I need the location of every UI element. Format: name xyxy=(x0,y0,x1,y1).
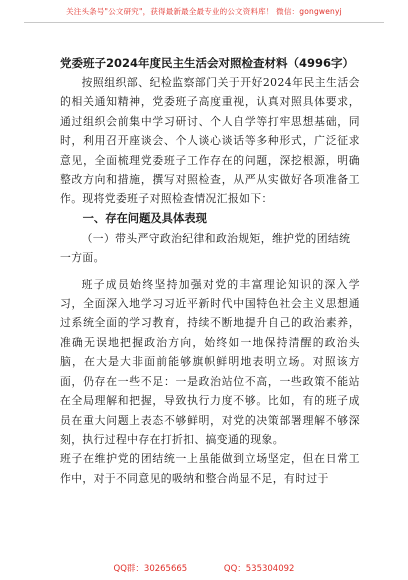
intro-paragraph: 按照组织部、纪检监察部门关于开好2024年民主生活会的相关通知精神，党委班子高度重视，认真对照具体要求，通过组织会前集中学习研讨、个人自学等打牢思想基础，同时，利用召开座谈会、个人谈心谈话等多种形式，广泛征求意见，全面梳理党委班子工作存在的问题，深挖根源，明确整改方向和措施，撰写对照检查，从严从实做好各项准备工作。现将党委班子对照检查情况汇报如下： xyxy=(60,76,360,206)
header-divider xyxy=(24,22,384,23)
document-title: 党委班子2024年度民主生活会对照检查材料（4996字） xyxy=(60,56,355,70)
qq-group-text: QQ群：30265665 xyxy=(113,564,188,574)
document-body xyxy=(60,54,360,488)
body-paragraph: 班子成员始终坚持加强对党的丰富理论知识的深入学习，全面深入地学习习近平新时代中国特色社会主义思想通过系统全面的学习教育，持续不断地提升自己的政治素养，准确无误地把握政治方向，始终如一地保持清醒的政治头脑，在大是大非面前能够旗帜鲜明地表明立场。对照该方面，仍存在一些不足：一是政治站位不高，一些政策不能站在全局理解和把握，导致执行力度不够。比如，有的班子成员在重大问题上表态不够鲜明，对党的决策部署理解不够深刻，执行过程中存在打折扣、搞变通的现象。 xyxy=(60,277,360,446)
promo-banner: 关注头条号"公文研究"，获得最新最全最专业的公文资料库！ 微信：gongwenyj xyxy=(66,7,342,16)
section-heading: 一、存在问题及具体表现 xyxy=(82,211,207,225)
contact-footer xyxy=(0,562,408,574)
qq-contact-text: QQ：535304092 xyxy=(223,564,295,574)
body-paragraph-continued: 班子在维护党的团结统一上虽能做到立场坚定，但在日常工作中，对于不同意见的吸纳和整合尚显不足，有时过于 xyxy=(60,452,360,485)
subsection-heading: （一）带头严守政治纪律和政治规矩，维护党的团结统一方面。 xyxy=(60,231,351,265)
